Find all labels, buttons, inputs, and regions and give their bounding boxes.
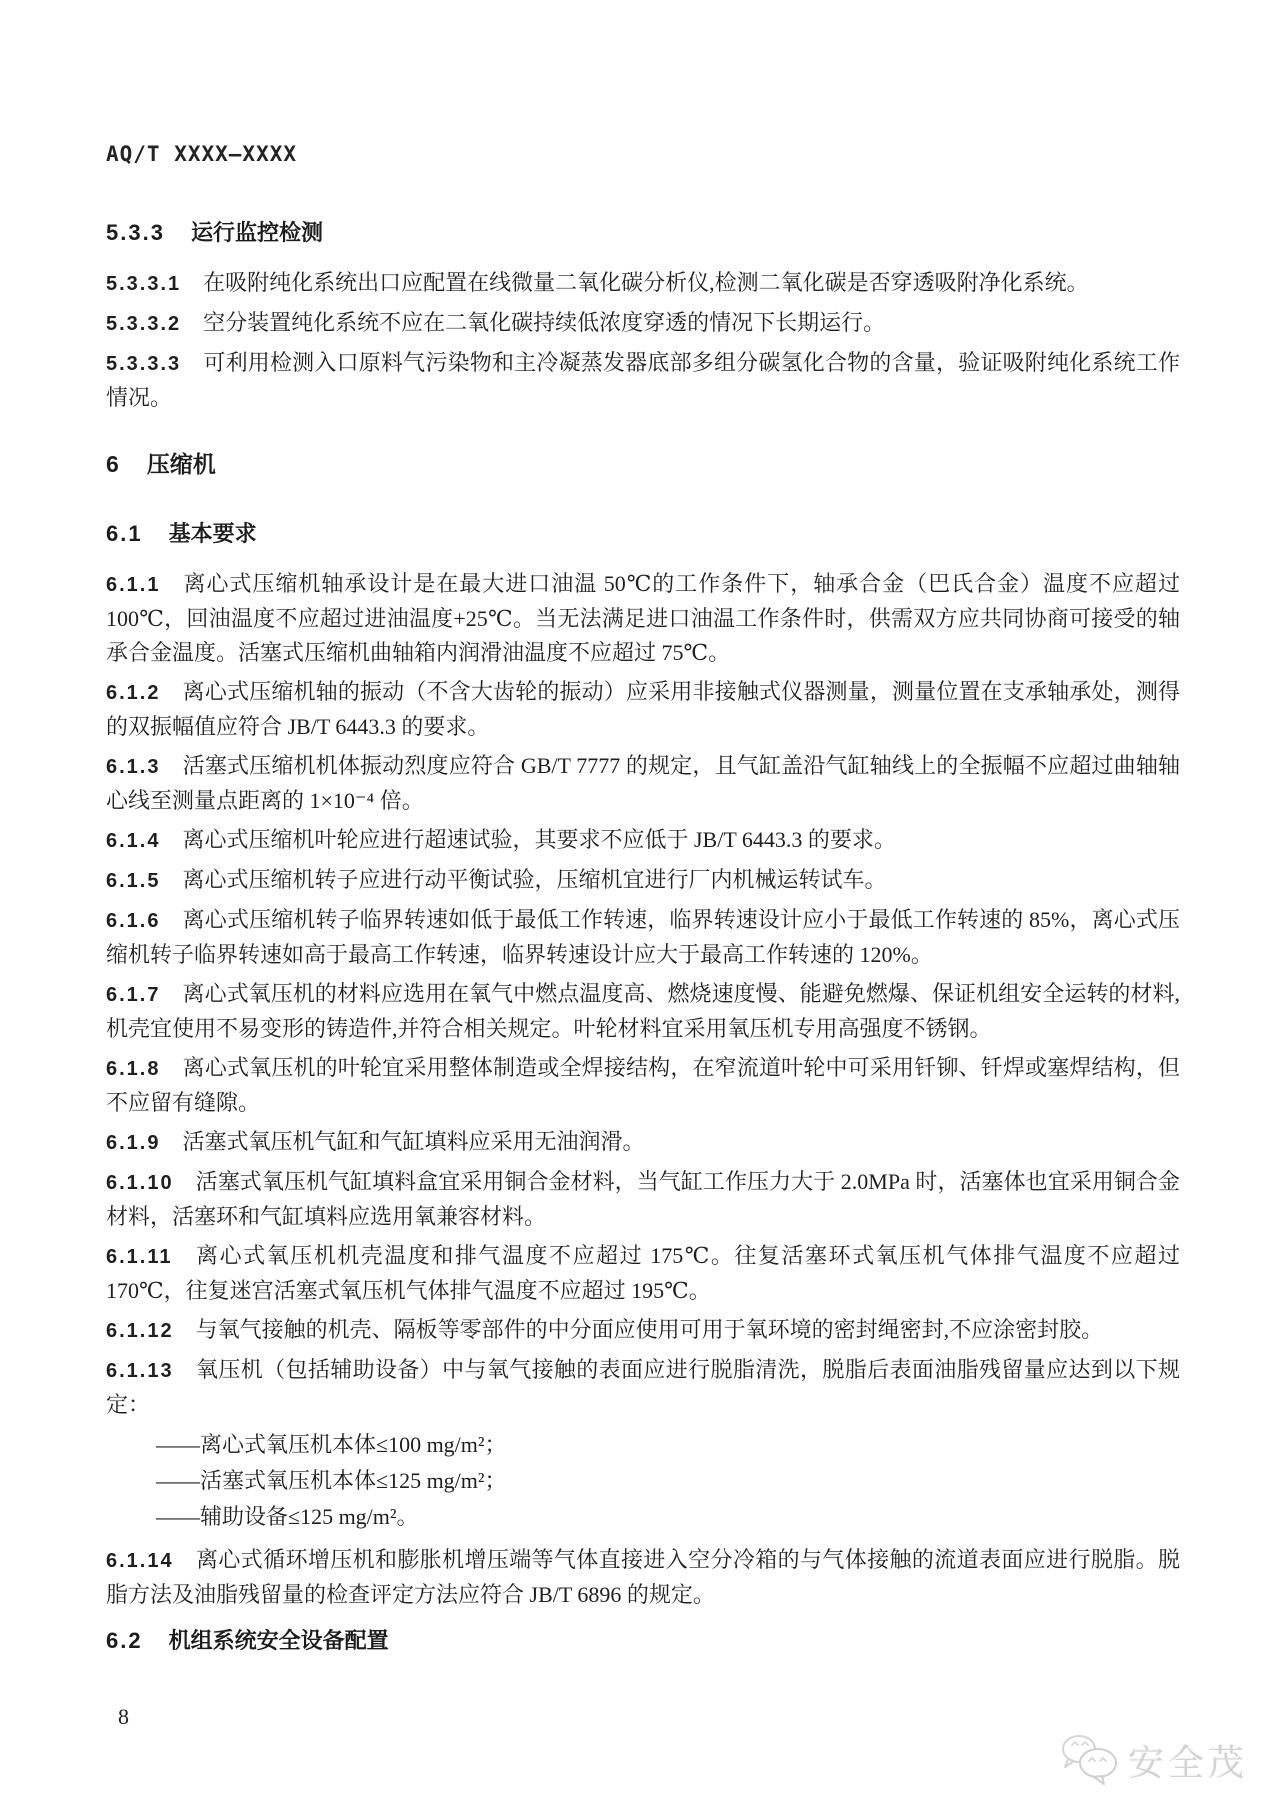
clause-6-1-12	[106, 1313, 1180, 1348]
list-item: ——辅助设备≤125 mg/m²。	[156, 1504, 419, 1529]
clause-text: 可利用检测入口原料气污染物和主冷凝蒸发器底部多组分碳氢化合物的含量，验证吸附纯化系统工作情况。	[106, 350, 1180, 410]
page-number: 8	[118, 1704, 129, 1729]
clause-text: 离心式压缩机转子应进行动平衡试验，压缩机宜进行厂内机械运转试车。	[182, 867, 887, 892]
clause-number: 5.3.3.1	[106, 273, 182, 295]
doc-code: AQ/T XXXX—XXXX	[106, 142, 298, 166]
clause-number: 6.1.1	[106, 574, 161, 596]
clause-text: 活塞式压缩机机体振动烈度应符合 GB/T 7777 的规定，且气缸盖沿气缸轴线上的全振幅不应超过曲轴轴心线至测量点距离的 1×10⁻⁴ 倍。	[106, 753, 1180, 813]
section-title: 机组系统安全设备配置	[168, 1628, 389, 1653]
section-heading-6-2	[106, 1626, 1180, 1656]
clause-5-3-3-3	[106, 346, 1180, 415]
clause-number: 6.1.6	[106, 910, 161, 932]
clause-6-1-14	[106, 1543, 1180, 1612]
clause-text: 在吸附纯化系统出口应配置在线微量二氧化碳分析仪,检测二氧化碳是否穿透吸附净化系统。	[203, 270, 1089, 295]
chapter-title: 压缩机	[146, 451, 216, 477]
clause-text: 空分装置纯化系统不应在二氧化碳持续低浓度穿透的情况下长期运行。	[203, 310, 886, 335]
clause-text: 离心式氧压机的材料应选用在氧气中燃点温度高、燃烧速度慢、能避免燃爆、保证机组安全运转的材料,机壳宜使用不易变形的铸造件,并符合相关规定。叶轮材料宜采用氧压机专用高强度不锈钢。	[106, 981, 1180, 1041]
clause-text: 活塞式氧压机气缸和气缸填料应采用无油润滑。	[182, 1129, 645, 1154]
list-item: ——活塞式氧压机本体≤125 mg/m²；	[156, 1468, 507, 1493]
clause-text: 离心式压缩机轴承设计是在最大进口油温 50℃的工作条件下，轴承合金（巴氏合金）温度不应超过 100℃，回油温度不应超过进油温度+25℃。当无法满足进口油温工作条件时，供需双方应共同协商可接受的轴承合金温度。活塞式压缩机曲轴箱内润滑油温度不应超过 75℃。	[106, 571, 1180, 665]
section-heading-6-1	[106, 519, 1180, 549]
clause-number: 5.3.3.3	[106, 353, 182, 375]
section-heading-5-3-3	[106, 218, 1180, 248]
clause-number: 6.1.14	[106, 1550, 174, 1572]
clause-6-1-11	[106, 1239, 1180, 1308]
chapter-heading-6	[106, 449, 1180, 479]
clause-6-1-5	[106, 863, 1180, 898]
clause-number: 5.3.3.2	[106, 313, 182, 335]
clause-text: 离心式压缩机叶轮应进行超速试验，其要求不应低于 JB/T 6443.3 的要求。	[182, 827, 896, 852]
limit-list	[106, 1427, 1180, 1535]
section-number: 6.1	[106, 521, 143, 546]
watermark	[1058, 1734, 1248, 1786]
clause-text: 离心式循环增压机和膨胀机增压端等气体直接进入空分冷箱的与气体接触的流道表面应进行脱脂。脱脂方法及油脂残留量的检查评定方法应符合 JB/T 6896 的规定。	[106, 1547, 1180, 1607]
list-item: ——离心式氧压机本体≤100 mg/m²；	[156, 1432, 507, 1457]
clause-5-3-3-1	[106, 266, 1180, 301]
clause-number: 6.1.3	[106, 756, 161, 778]
chapter-number: 6	[106, 451, 121, 477]
clause-6-1-3	[106, 749, 1180, 818]
clause-6-1-10	[106, 1165, 1180, 1234]
clause-number: 6.1.10	[106, 1172, 174, 1194]
clause-number: 6.1.12	[106, 1320, 174, 1342]
clause-text: 离心式压缩机轴的振动（不含大齿轮的振动）应采用非接触式仪器测量，测量位置在支承轴承处，测得的双振幅值应符合 JB/T 6443.3 的要求。	[106, 679, 1180, 739]
watermark-text: 安全茂	[1127, 1741, 1248, 1783]
clause-text: 离心式氧压机的叶轮宜采用整体制造或全焊接结构，在窄流道叶轮中可采用钎铆、钎焊或塞焊结构，但不应留有缝隙。	[106, 1055, 1180, 1115]
clause-text: 活塞式氧压机气缸填料盒宜采用铜合金材料，当气缸工作压力大于 2.0MPa 时，活塞体也宜采用铜合金材料，活塞环和气缸填料应选用氧兼容材料。	[106, 1169, 1180, 1229]
section-title: 基本要求	[168, 521, 257, 546]
clause-6-1-2	[106, 675, 1180, 744]
clause-6-1-9	[106, 1125, 1180, 1160]
clause-number: 6.1.8	[106, 1058, 161, 1080]
section-title: 运行监控检测	[190, 220, 323, 245]
clause-number: 6.1.13	[106, 1360, 174, 1382]
clause-number: 6.1.4	[106, 830, 161, 852]
clause-text: 离心式压缩机转子临界转速如低于最低工作转速，临界转速设计应小于最低工作转速的 85%，离心式压缩机转子临界转速如高于最高工作转速，临界转速设计应大于最高工作转速的 120%。	[106, 907, 1180, 967]
clause-5-3-3-2	[106, 306, 1180, 341]
section-number: 6.2	[106, 1628, 143, 1653]
clause-number: 6.1.5	[106, 870, 161, 892]
clause-text: 氧压机（包括辅助设备）中与氧气接触的表面应进行脱脂清洗，脱脂后表面油脂残留量应达到以下规定：	[106, 1357, 1180, 1417]
clause-number: 6.1.11	[106, 1246, 173, 1268]
clause-6-1-4	[106, 823, 1180, 858]
clause-6-1-1	[106, 567, 1180, 670]
clause-6-1-6	[106, 903, 1180, 972]
clause-6-1-8	[106, 1051, 1180, 1120]
clause-number: 6.1.7	[106, 984, 161, 1006]
clause-text: 与氧气接触的机壳、隔板等零部件的中分面应使用可用于氧环境的密封绳密封,不应涂密封胶。	[195, 1317, 1104, 1342]
clause-number: 6.1.2	[106, 682, 161, 704]
wechat-chat-bubbles-icon	[1058, 1734, 1122, 1786]
clause-6-1-7	[106, 977, 1180, 1046]
clause-text: 离心式氧压机机壳温度和排气温度不应超过 175℃。往复活塞环式氧压机气体排气温度不应超过 170℃，往复迷宫活塞式氧压机气体排气温度不应超过 195℃。	[106, 1243, 1180, 1303]
clause-6-1-13	[106, 1353, 1180, 1422]
clause-number: 6.1.9	[106, 1132, 161, 1154]
section-number: 5.3.3	[106, 220, 165, 245]
